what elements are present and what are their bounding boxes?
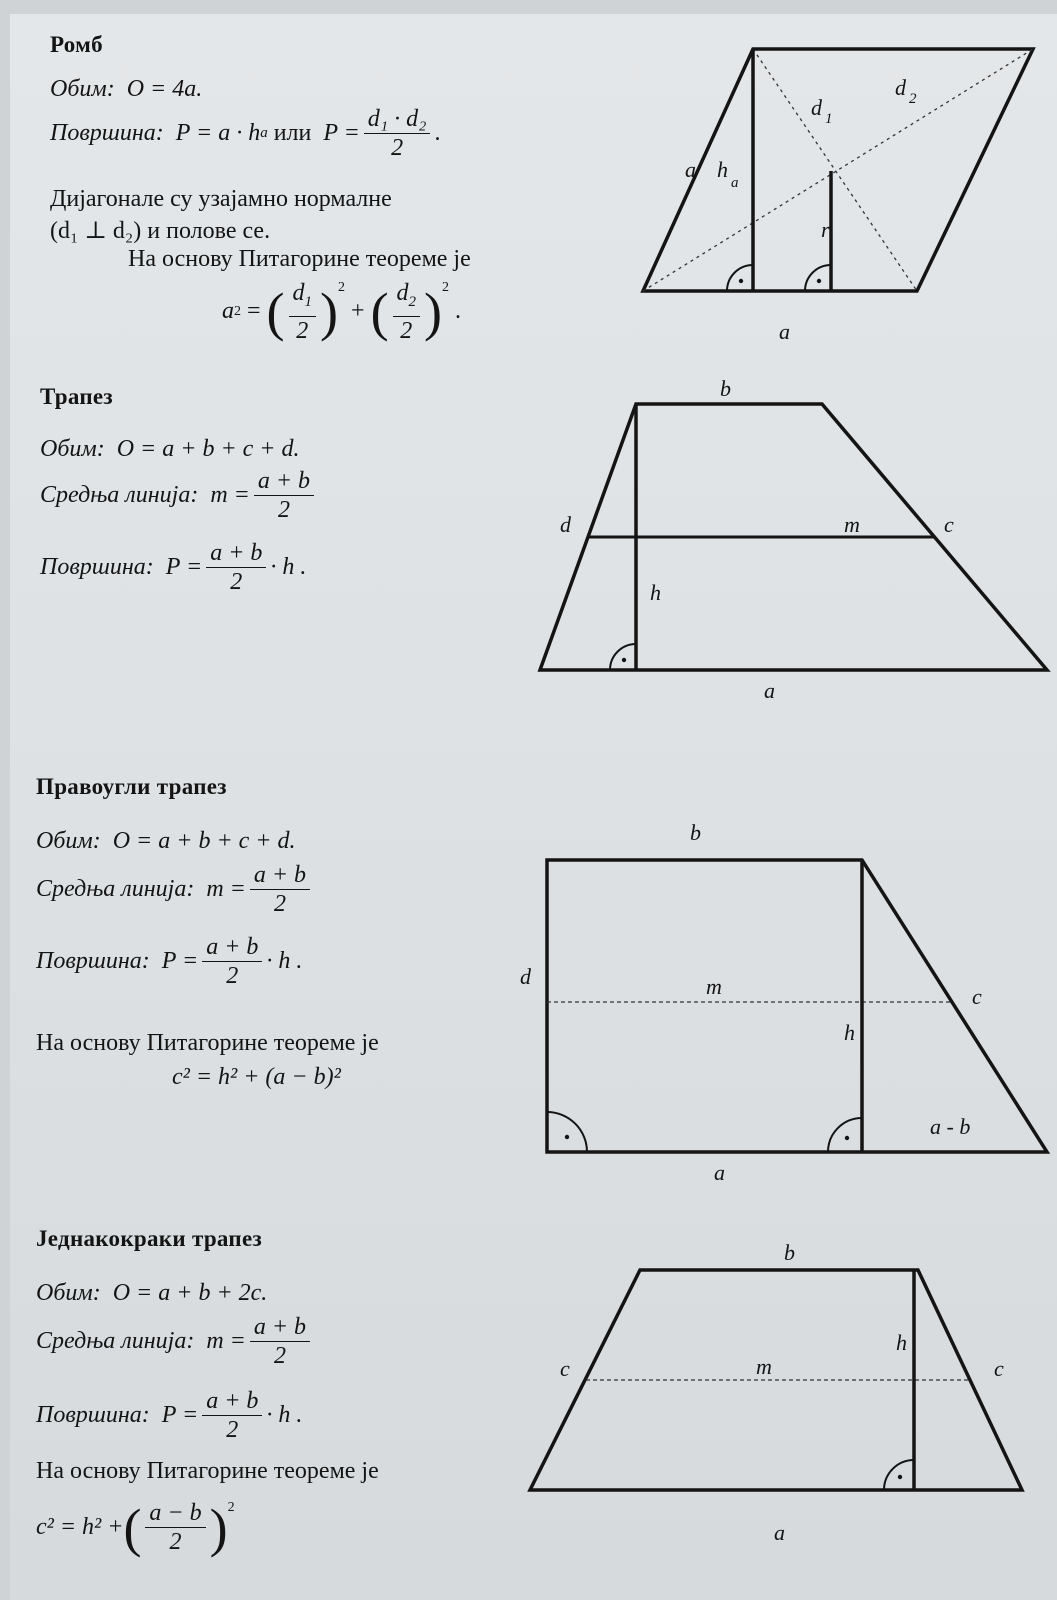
label-a: a — [764, 678, 775, 703]
perimeter-formula: O = a + b + 2c. — [112, 1280, 268, 1306]
midline-lhs: m = — [206, 876, 246, 902]
label-b: b — [720, 376, 731, 401]
right-angle-dot — [898, 1475, 902, 1479]
perimeter-label: Обим: — [40, 436, 105, 462]
or-word: или — [273, 120, 312, 146]
right-pythagoras-formula: c² = h² + (a − b)² — [172, 1064, 341, 1090]
right-angle-arc — [805, 265, 831, 291]
fraction-numerator: a + b — [202, 934, 262, 962]
fraction-denominator: 2 — [391, 135, 404, 161]
label-d1-sub: 1 — [825, 111, 833, 127]
label-h: h — [844, 1020, 855, 1045]
area-formula-a: P = a · h — [175, 120, 261, 146]
area-tail: · h . — [270, 554, 307, 580]
paren-close: ) — [320, 281, 339, 342]
label-d1: d — [811, 95, 822, 120]
label-a-side: a — [685, 157, 696, 182]
paren-close: ) — [209, 1497, 228, 1558]
fraction-denominator: 2 — [277, 497, 290, 523]
pyth-fraction — [145, 1500, 205, 1555]
area-fraction — [364, 106, 431, 161]
area-lhs: P = — [161, 1402, 199, 1428]
isosceles-trapezoid-title: Једнакокраки трапез — [36, 1226, 263, 1251]
label-c: c — [944, 512, 954, 537]
fraction-numerator: a − b — [145, 1500, 205, 1528]
area-formula-b-lhs: P = — [323, 120, 360, 146]
perimeter-label: Обим: — [50, 76, 115, 102]
fraction-denominator: 2 — [273, 891, 286, 917]
midline-fraction — [250, 862, 310, 917]
midline-label: Средња линија: — [36, 1328, 195, 1354]
trapezoid-perimeter — [40, 436, 299, 463]
fraction-numerator: a + b — [250, 1314, 310, 1342]
fraction-numerator: a + b — [250, 862, 310, 890]
diagonal-text-1: Дијагонале су узајамно нормалне — [50, 186, 392, 212]
half-d2-fraction: $\frac{d_2}{2}$ — [393, 280, 421, 344]
fraction-numerator: a + b — [206, 540, 266, 568]
label-a: a — [714, 1160, 725, 1185]
area-fraction — [202, 1388, 262, 1443]
right-angle-dot — [845, 1136, 849, 1140]
fraction-denominator: 2 — [169, 1529, 182, 1555]
midline-fraction — [250, 1314, 310, 1369]
perimeter-label: Обим: — [36, 828, 101, 854]
rhombus-area: Површина: P = a · h a или P = $\frac{\text{d₁ · d₂}}{2}$ . — [50, 106, 441, 161]
right-angle-arc — [828, 1118, 862, 1152]
isosceles-midline — [36, 1314, 314, 1369]
fraction-denominator: 2 — [226, 963, 239, 989]
rhombus-pythagoras-formula: a 2 = ( $\frac{d_1}{2}$ ) $^2$ + ( $\frac{d_2}{2}$ ) $^2$ . — [222, 280, 462, 344]
area-label: Површина: — [50, 120, 164, 146]
label-c-left: c — [560, 1356, 570, 1381]
paren-open: ( — [123, 1497, 142, 1558]
diagonal-text-2: (d₁ ⊥ d₂) и полове се. — [50, 218, 271, 244]
right-angle-arc — [547, 1112, 587, 1152]
label-h: h — [717, 157, 728, 182]
paren-open: ( — [266, 281, 285, 342]
area-label: Површина: — [36, 1402, 150, 1428]
pyth-lhs: c² = h² + — [36, 1514, 124, 1540]
label-a-minus-b: a - b — [930, 1114, 971, 1139]
label-h: h — [896, 1330, 907, 1355]
midline-label: Средња линија: — [40, 482, 199, 508]
area-formula-a-sub: a — [260, 125, 268, 141]
label-c-right: c — [994, 1356, 1004, 1381]
area-lhs: P = — [165, 554, 203, 580]
isosceles-perimeter — [36, 1280, 267, 1307]
fraction-numerator: a + b — [202, 1388, 262, 1416]
midline-lhs: m = — [210, 482, 250, 508]
rhombus-figure — [635, 39, 1045, 349]
label-a: a — [774, 1520, 785, 1545]
right-trapezoid-area — [36, 934, 302, 989]
fraction-numerator: a + b — [254, 468, 314, 496]
area-label: Површина: — [36, 948, 150, 974]
rhombus-perimeter — [50, 76, 202, 103]
label-r: r — [821, 217, 830, 242]
right-trapezoid-figure — [510, 814, 1057, 1194]
rhombus-title: Ромб — [50, 32, 103, 57]
area-lhs: P = — [161, 948, 199, 974]
midline-label: Средња линија: — [36, 876, 195, 902]
label-m: m — [706, 974, 722, 999]
label-h: h — [650, 580, 661, 605]
label-h-sub: a — [731, 175, 739, 191]
right-trapezoid-perimeter — [36, 828, 295, 855]
area-fraction — [206, 540, 266, 595]
trapezoid-midline — [40, 468, 318, 523]
diagonal-d1 — [753, 49, 917, 291]
label-m: m — [844, 512, 860, 537]
right-angle-arc — [727, 265, 753, 291]
area-label: Површина: — [40, 554, 154, 580]
label-a-bottom: a — [779, 319, 790, 344]
trapezoid-title: Трапез — [40, 384, 113, 409]
perimeter-formula: O = 4a. — [126, 76, 203, 102]
trapezoid-figure — [530, 374, 1057, 714]
right-angle-dot — [739, 279, 743, 283]
pyth-lhs: a — [222, 298, 234, 325]
half-d1-fraction: $\frac{d_1}{2}$ — [289, 280, 317, 344]
perimeter-formula: O = a + b + c + d. — [112, 828, 296, 854]
right-trapezoid-title: Правоугли трапез — [36, 774, 227, 799]
right-angle-dot — [565, 1135, 569, 1139]
paren-open: ( — [370, 281, 389, 342]
pythagoras-text: На основу Питагорине теореме је — [128, 246, 471, 272]
paren-close: ) — [424, 281, 443, 342]
area-tail: · h . — [266, 1402, 303, 1428]
area-fraction — [202, 934, 262, 989]
label-b: b — [690, 820, 701, 845]
right-angle-dot — [622, 658, 626, 662]
midline-fraction — [254, 468, 314, 523]
label-d: d — [520, 964, 531, 989]
label-b: b — [784, 1240, 795, 1265]
midline-lhs: m = — [206, 1328, 246, 1354]
perimeter-formula: O = a + b + c + d. — [116, 436, 300, 462]
label-c: c — [972, 984, 982, 1009]
right-trapezoid-midline — [36, 862, 314, 917]
label-m: m — [756, 1354, 772, 1379]
isosceles-trapezoid-figure — [520, 1234, 1057, 1574]
right-pythagoras-text: На основу Питагорине теореме је — [36, 1030, 379, 1056]
textbook-page — [10, 14, 1057, 1600]
isosceles-pythagoras-formula: c² = h² + ( $\frac{a - b}{2}$ ) $^2$ — [36, 1497, 235, 1558]
right-angle-dot — [817, 279, 821, 283]
isosceles-pythagoras-text: На основу Питагорине теореме је — [36, 1458, 379, 1484]
label-d2: d — [895, 75, 906, 100]
fraction-denominator: 2 — [273, 1343, 286, 1369]
label-d: d — [560, 512, 571, 537]
label-d2-sub: 2 — [909, 91, 917, 107]
fraction-denominator: 2 — [226, 1417, 239, 1443]
right-angle-arc — [610, 644, 636, 670]
trapezoid-area — [40, 540, 306, 595]
fraction-denominator: 2 — [230, 569, 243, 595]
area-tail: · h . — [266, 948, 303, 974]
perimeter-label: Обим: — [36, 1280, 101, 1306]
fraction-numerator: d₁ · d₂ — [364, 106, 431, 134]
right-angle-arc — [884, 1460, 914, 1490]
isosceles-area — [36, 1388, 302, 1443]
